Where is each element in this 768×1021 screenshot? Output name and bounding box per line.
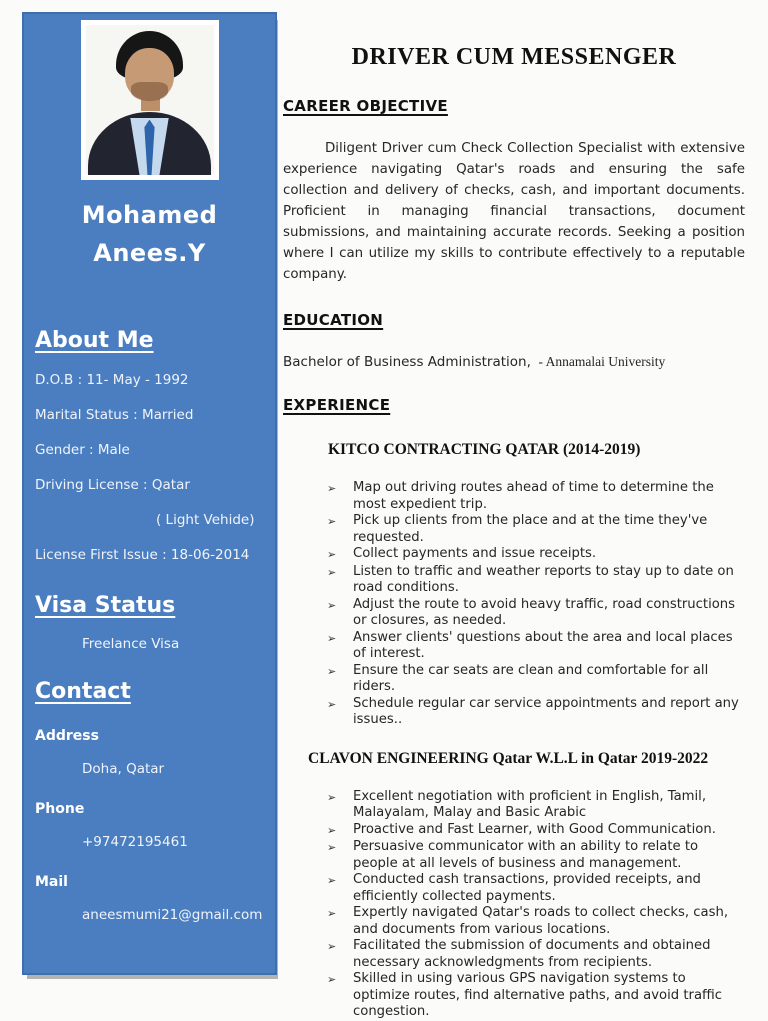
list-item — [327, 546, 741, 564]
marital-status-line: Marital Status : Married — [35, 407, 194, 423]
arrow-bullet-icon: ➢ — [327, 598, 337, 612]
education-heading: EDUCATION — [283, 311, 384, 329]
dob-line: D.O.B : 11- May - 1992 — [35, 372, 189, 388]
list-item — [327, 663, 741, 696]
bullet-text: Pick up clients from the place and at the time they've requested. — [353, 513, 708, 545]
arrow-bullet-icon: ➢ — [327, 515, 337, 528]
address-label: Address — [35, 728, 99, 744]
list-item — [327, 513, 741, 546]
license-first-issue-line: License First Issue : 18-06-2014 — [35, 547, 250, 563]
list-item — [327, 872, 741, 905]
job1-title: KITCO CONTRACTING QATAR (2014-2019) — [328, 441, 641, 458]
portrait-face — [125, 48, 174, 101]
resume-body — [283, 0, 745, 1021]
bullet-text: Adjust the route to avoid heavy traffic, road constructions or closures, as needed. — [353, 596, 736, 628]
bullet-text: Skilled in using various GPS navigation systems to optimize routes, find alternative paths, and avoid traffic congestion. — [353, 971, 723, 1019]
bullet-text: Excellent negotiation with proficient in English, Tamil, Malayalam, Malay and Basic Arabic — [353, 788, 707, 820]
candidate-name-line1: Mohamed — [81, 201, 218, 229]
arrow-bullet-icon: ➢ — [327, 823, 337, 837]
bullet-text: Proactive and Fast Learner, with Good Communication. — [353, 821, 716, 837]
arrow-bullet-icon: ➢ — [327, 790, 337, 804]
bullet-text: Ensure the car seats are clean and comfortable for all riders. — [353, 662, 709, 694]
phone-value: +97472195461 — [82, 834, 188, 850]
list-item — [327, 938, 741, 971]
candidate-name — [24, 196, 275, 272]
visa-status-value: Freelance Visa — [82, 636, 180, 652]
list-item — [327, 905, 741, 938]
candidate-name-line2: Anees.Y — [93, 239, 206, 267]
arrow-bullet-icon: ➢ — [327, 874, 337, 887]
list-item — [327, 696, 741, 729]
list-item — [327, 822, 741, 840]
education-institution: - Annamalai University — [538, 354, 666, 369]
list-item — [327, 597, 741, 630]
bullet-text: Conducted cash transactions, provided receipts, and efficiently collected payments. — [353, 872, 701, 904]
about-me-section — [24, 328, 275, 563]
arrow-bullet-icon: ➢ — [327, 482, 337, 495]
license-type-line: ( Light Vehide) — [156, 512, 255, 528]
arrow-bullet-icon: ➢ — [327, 548, 337, 561]
phone-label: Phone — [35, 801, 85, 817]
list-item — [327, 480, 741, 513]
list-item — [327, 630, 741, 663]
portrait-illustration — [86, 25, 214, 175]
bullet-text: Persuasive communicator with an ability to relate to people at all levels of business and management. — [353, 839, 699, 871]
page-title: DRIVER CUM MESSENGER — [351, 44, 677, 70]
gender-line: Gender : Male — [35, 442, 130, 458]
driving-license-line: Driving License : Qatar — [35, 477, 190, 493]
arrow-bullet-icon: ➢ — [327, 907, 337, 920]
bullet-text: Listen to traffic and weather reports to stay up to date on road conditions. — [353, 563, 734, 595]
address-value: Doha, Qatar — [82, 761, 165, 777]
arrow-bullet-icon: ➢ — [327, 940, 337, 953]
contact-heading: Contact — [35, 679, 131, 704]
visa-status-section — [24, 593, 275, 652]
list-item — [327, 789, 741, 822]
arrow-bullet-icon: ➢ — [327, 697, 337, 711]
mail-value: aneesmumi21@gmail.com — [82, 907, 263, 923]
arrow-bullet-icon: ➢ — [327, 565, 337, 579]
education-degree: Bachelor of Business Administration, — [283, 354, 531, 370]
bullet-text: Answer clients' questions about the area and local places of interest. — [353, 629, 733, 661]
job1-bullet-list — [283, 480, 745, 729]
bullet-text: Expertly navigated Qatar's roads to collect checks, cash, and documents from various locations. — [353, 905, 729, 937]
bullet-text: Schedule regular car service appointments and report any issues.. — [353, 695, 739, 727]
job2-title: CLAVON ENGINEERING Qatar W.L.L in Qatar 2019-2022 — [308, 749, 709, 767]
career-objective-heading: CAREER OBJECTIVE — [283, 97, 448, 115]
education-line — [283, 354, 745, 370]
sidebar-panel — [22, 12, 277, 975]
mail-label: Mail — [35, 874, 68, 890]
list-item — [327, 971, 741, 1021]
about-me-heading: About Me — [35, 328, 154, 353]
arrow-bullet-icon: ➢ — [327, 973, 337, 986]
contact-section — [24, 679, 275, 923]
experience-heading: EXPERIENCE — [283, 396, 391, 414]
job2-bullet-list — [283, 789, 745, 1021]
bullet-text: Map out driving routes ahead of time to determine the most expedient trip. — [353, 480, 714, 512]
bullet-text: Facilitated the submission of documents and obtained necessary acknowledgments from recipients. — [353, 938, 711, 970]
bullet-text: Collect payments and issue receipts. — [353, 546, 597, 561]
profile-photo — [81, 20, 219, 180]
arrow-bullet-icon: ➢ — [327, 631, 337, 645]
list-item — [327, 839, 741, 872]
list-item — [327, 564, 741, 597]
visa-status-heading: Visa Status — [35, 593, 176, 618]
career-objective-text: Diligent Driver cum Check Collection Specialist with extensive experience navigating Qatar's roads and ensuring the safe collection and delivery of checks, cash, and important documents. Proficient in managing financial transactions, document submissions, and maintaining accurate records. Seeking a position where I can utilize my skills to contribute effectively to a reputable company. — [283, 141, 745, 282]
arrow-bullet-icon: ➢ — [327, 841, 337, 854]
arrow-bullet-icon: ➢ — [327, 664, 337, 678]
